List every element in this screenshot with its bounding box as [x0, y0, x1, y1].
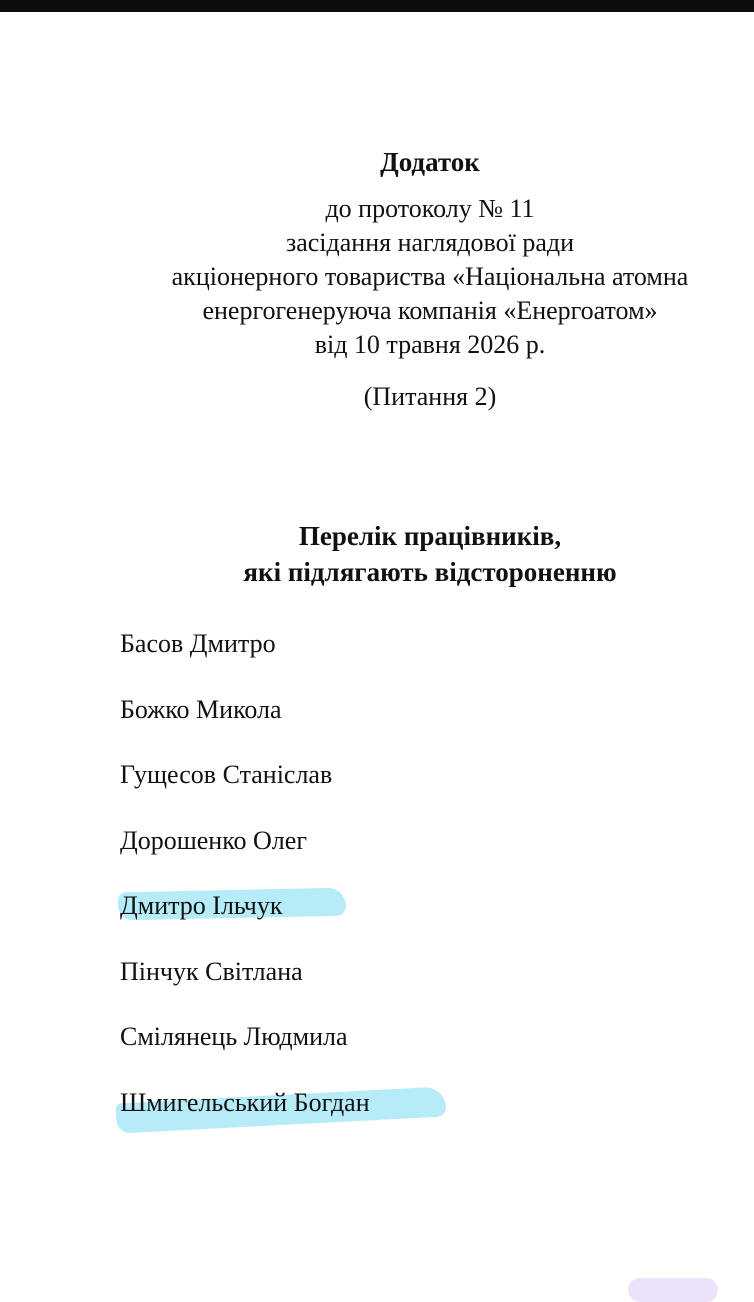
document-date: від 10 травня 2026 р. [314, 330, 546, 359]
scroll-indicator[interactable] [628, 1278, 718, 1302]
document-title: Додаток [380, 147, 480, 177]
list-item [120, 1017, 720, 1083]
protocol-reference: до протоколу № 11 [325, 194, 535, 223]
company-name-line-2: енергогенеруюча компанія «Енергоатом» [202, 296, 658, 325]
document-header [100, 144, 754, 414]
employee-name: Дмитро Ільчук [120, 891, 283, 920]
list-item-highlighted [120, 1083, 720, 1149]
employee-name: Смілянець Людмила [120, 1022, 348, 1051]
viewer-top-bar [0, 0, 754, 12]
employee-name: Шмигельський Богдан [120, 1087, 370, 1117]
employee-name: Басов Дмитро [120, 629, 276, 658]
list-heading [100, 518, 754, 590]
question-number: (Питання 2) [363, 382, 497, 411]
company-name-line-1: акціонерного товариства «Національна атомна [171, 262, 689, 291]
list-heading-line-2: які підлягають відстороненню [243, 557, 617, 587]
employee-name: Божко Микола [120, 694, 282, 724]
list-heading-line-1: Перелік працівників, [298, 521, 562, 551]
list-item [120, 952, 720, 1018]
employee-name: Дорошенко Олег [120, 825, 307, 855]
employee-name: Гущесов Станіслав [120, 760, 333, 789]
list-item [120, 690, 720, 756]
list-item [120, 624, 720, 690]
meeting-name: засідання наглядової ради [285, 228, 575, 257]
document-page [0, 12, 754, 1280]
list-item [120, 755, 720, 821]
list-item [120, 821, 720, 887]
employee-name: Пінчук Світлана [120, 956, 303, 986]
employee-list [120, 624, 720, 1148]
list-item-highlighted [120, 886, 720, 952]
